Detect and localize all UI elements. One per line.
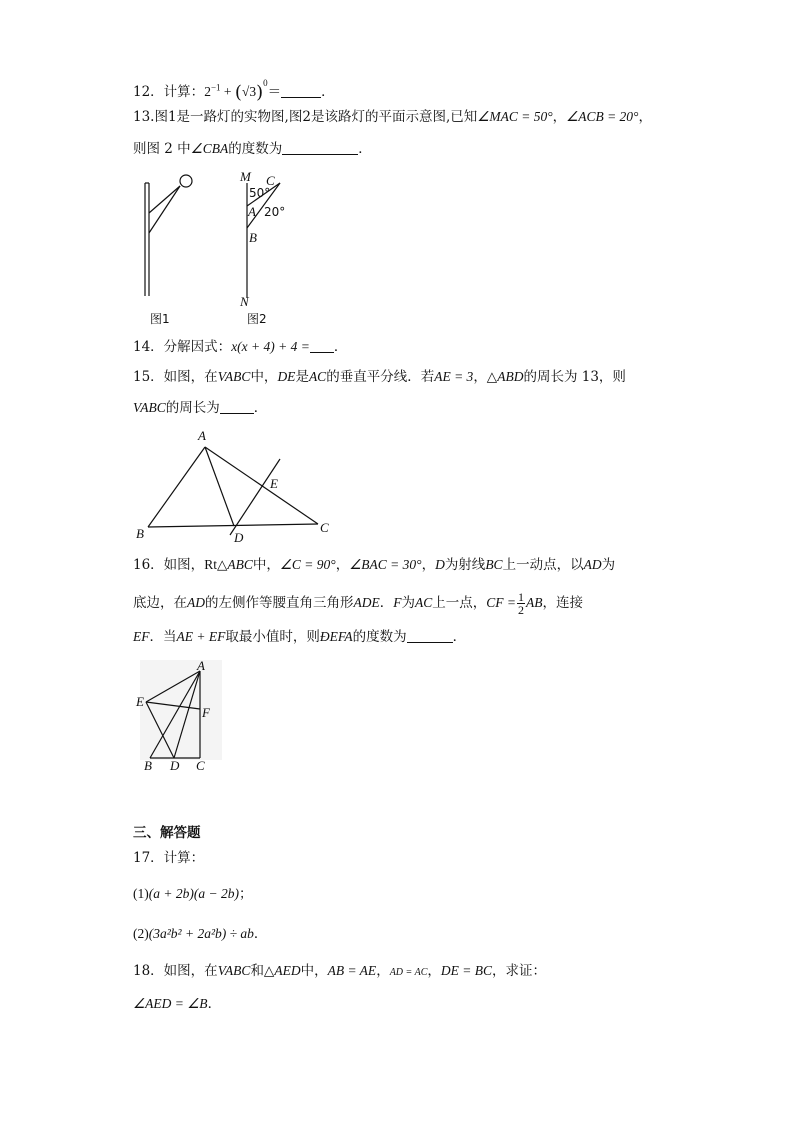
answer-blank[interactable] [220, 399, 254, 414]
label-N: N [240, 294, 249, 309]
label-20deg: 20° [264, 205, 286, 219]
label-B: B [249, 230, 257, 245]
label-A: A [197, 658, 205, 673]
label-M: M [240, 169, 251, 184]
label-B: B [144, 758, 152, 773]
segment-AB [148, 447, 205, 527]
answer-blank[interactable] [407, 628, 453, 643]
question-14: 14．分解因式：x(x + 4) + 4 = ． [133, 339, 348, 355]
line-DE [230, 459, 280, 535]
question-18-line-1: 18．如图，在VABC和△AED中，AB = AE，AD = AC，DE = BC，求证： [133, 963, 546, 979]
label-F: F [202, 705, 210, 720]
question-18-line-2: ∠AED = ∠B． [133, 996, 222, 1012]
answer-blank[interactable] [310, 338, 334, 353]
question-12: 12．计算：$2^{-1} + (√3)^0=$ ． [133, 78, 335, 103]
label-50deg: 50° [249, 186, 271, 200]
q16-figure [130, 658, 230, 778]
question-17-part-1: (1)(a + 2b)(a − 2b)； [133, 886, 253, 902]
label-B: B [136, 526, 144, 541]
question-17: 17．计算： [133, 850, 205, 866]
q12-base: 2 [204, 84, 211, 99]
question-16-line-2: 底边，在AD的左侧作等腰直角三角形ADE．F为AC上一点，CF = $\frac{1}{2}$ AB，连接 [133, 590, 584, 617]
question-13-line-2: 则图 2 中∠CBA的度数为 ． [133, 141, 372, 157]
question-13-line-1: 13.图1是一路灯的实物图,图2是该路灯的平面示意图,已知∠MAC = 50°，∠ACB = 20°， [133, 109, 652, 125]
fig2-caption: 图2 [247, 312, 267, 326]
fig1-lamp-circle [180, 175, 192, 187]
label-C: C [266, 173, 275, 188]
label-E: E [270, 476, 278, 491]
question-16-line-1: 16．如图，Rt△ABC中，∠C = 90°，∠BAC = 30°，D为射线BC上一动点，以AD为 [133, 557, 616, 573]
q13-figure [130, 168, 300, 328]
question-17-part-2: (2)(3a²b² + 2a²b) ÷ ab． [133, 926, 268, 942]
fraction-one-half: $\frac{1}{2}$ [518, 590, 525, 617]
segment-AD [205, 447, 234, 526]
label-D: D [170, 758, 180, 773]
q15-figure [130, 425, 340, 550]
question-15-line-1: 15．如图，在VABC中，DE是AC的垂直平分线．若AE = 3，△ABD的周长为 13，则 [133, 369, 626, 385]
answer-blank[interactable] [282, 140, 358, 155]
label-C: C [196, 758, 205, 773]
question-16-line-3: EF．当AE + EF取最小值时，则ÐEFA的度数为 ． [133, 629, 467, 645]
label-E: E [136, 694, 144, 709]
label-A: A [248, 204, 256, 219]
label-A: A [198, 428, 206, 443]
label-C: C [320, 520, 329, 535]
fig1-caption: 图1 [150, 312, 170, 326]
section-heading: 三、解答题 [133, 825, 201, 841]
question-15-line-2: VABC的周长为 ． [133, 400, 268, 416]
segment-AC [205, 447, 318, 524]
q12-sqrt: √3 [241, 84, 257, 99]
answer-blank[interactable] [281, 83, 321, 98]
label-D: D [234, 530, 244, 545]
